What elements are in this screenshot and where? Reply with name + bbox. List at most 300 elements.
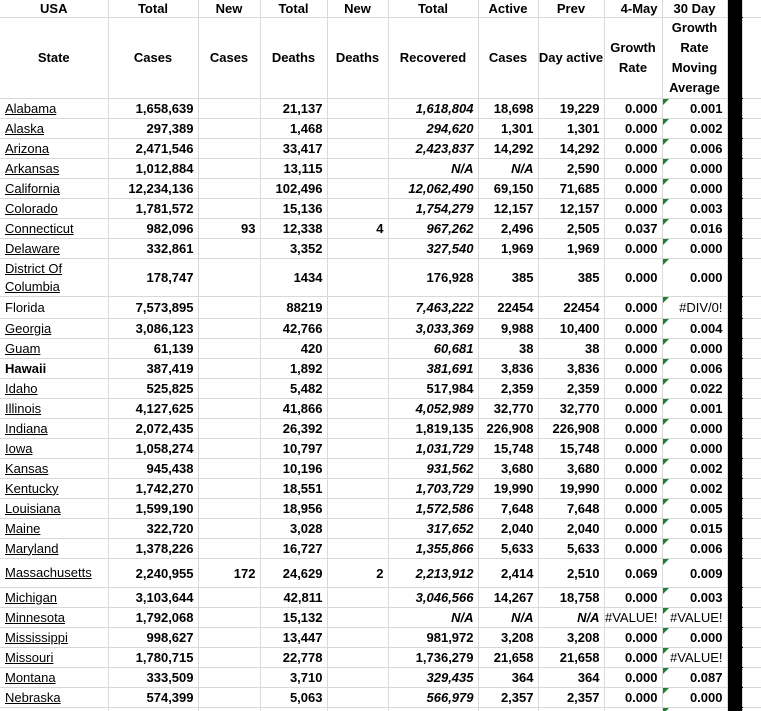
cell-new-deaths[interactable]: [327, 399, 388, 419]
cell-new-cases[interactable]: [198, 319, 260, 339]
cell-prev-day-active[interactable]: 364: [538, 668, 604, 688]
cell-total-cases[interactable]: 2,240,955: [108, 559, 198, 588]
cell-total-recovered[interactable]: 1,819,135: [388, 419, 478, 439]
header-prev-day-active-r1[interactable]: Prev: [538, 0, 604, 18]
cell-growth-rate[interactable]: 0.000: [604, 419, 662, 439]
cell-new-cases[interactable]: [198, 99, 260, 119]
cell-total-cases[interactable]: 3,086,123: [108, 319, 198, 339]
cell-active-cases[interactable]: 3,680: [478, 459, 538, 479]
cell-active-cases[interactable]: 3,836: [478, 359, 538, 379]
cell-total-deaths[interactable]: 5,482: [260, 379, 327, 399]
cell-growth-rate[interactable]: 0.000: [604, 179, 662, 199]
cell-growth-rate[interactable]: 0.000: [604, 439, 662, 459]
cell-growth-rate-moving-average[interactable]: 0.000: [662, 628, 727, 648]
cell-growth-rate[interactable]: 0.000: [604, 319, 662, 339]
cell-active-cases[interactable]: 1,301: [478, 119, 538, 139]
cell-prev-day-active[interactable]: 32,770: [538, 399, 604, 419]
cell-prev-day-active[interactable]: 3,680: [538, 459, 604, 479]
cell-total-recovered[interactable]: [388, 708, 478, 711]
cell-growth-rate-moving-average[interactable]: 0.000: [662, 259, 727, 297]
cell-active-cases[interactable]: 19,990: [478, 479, 538, 499]
cell-active-cases[interactable]: 3,208: [478, 628, 538, 648]
cell-growth-rate[interactable]: 0.000: [604, 499, 662, 519]
cell-total-cases[interactable]: 1,781,572: [108, 199, 198, 219]
cell-new-deaths[interactable]: [327, 259, 388, 297]
cell-total-recovered[interactable]: 3,033,369: [388, 319, 478, 339]
cell-state[interactable]: [0, 688, 108, 708]
empty-cell[interactable]: [742, 339, 761, 359]
cell-prev-day-active[interactable]: 226,908: [538, 419, 604, 439]
cell-state[interactable]: [0, 139, 108, 159]
cell-growth-rate[interactable]: 0.000: [604, 139, 662, 159]
cell-active-cases[interactable]: 9,988: [478, 319, 538, 339]
cell-total-cases[interactable]: 4,127,625: [108, 399, 198, 419]
header-total-cases-r1[interactable]: Total: [108, 0, 198, 18]
cell-total-cases[interactable]: 297,389: [108, 119, 198, 139]
cell-active-cases[interactable]: 14,267: [478, 588, 538, 608]
cell-growth-rate-moving-average[interactable]: [662, 708, 727, 711]
cell-prev-day-active[interactable]: 38: [538, 339, 604, 359]
cell-prev-day-active[interactable]: N/A: [538, 608, 604, 628]
cell-new-cases[interactable]: [198, 668, 260, 688]
cell-state[interactable]: [0, 628, 108, 648]
empty-cell[interactable]: [742, 419, 761, 439]
cell-total-recovered[interactable]: N/A: [388, 159, 478, 179]
cell-new-deaths[interactable]: [327, 628, 388, 648]
cell-total-cases[interactable]: 1,658,639: [108, 99, 198, 119]
cell-new-deaths[interactable]: [327, 159, 388, 179]
cell-active-cases[interactable]: 18,698: [478, 99, 538, 119]
cell-growth-rate-moving-average[interactable]: 0.000: [662, 239, 727, 259]
cell-total-recovered[interactable]: 12,062,490: [388, 179, 478, 199]
cell-total-recovered[interactable]: 327,540: [388, 239, 478, 259]
cell-state[interactable]: [0, 99, 108, 119]
cell-total-deaths[interactable]: 24,629: [260, 559, 327, 588]
header-total-cases-r2[interactable]: Cases: [108, 18, 198, 99]
cell-total-deaths[interactable]: 10,196: [260, 459, 327, 479]
header-prev-day-active-r2[interactable]: Day active: [538, 18, 604, 99]
cell-growth-rate[interactable]: 0.000: [604, 297, 662, 319]
cell-growth-rate-moving-average[interactable]: 0.006: [662, 539, 727, 559]
cell-active-cases[interactable]: 14,292: [478, 139, 538, 159]
cell-prev-day-active[interactable]: 2,040: [538, 519, 604, 539]
cell-total-deaths[interactable]: 26,392: [260, 419, 327, 439]
cell-new-cases[interactable]: [198, 297, 260, 319]
cell-growth-rate-moving-average[interactable]: 0.015: [662, 519, 727, 539]
empty-cell[interactable]: [742, 668, 761, 688]
header-growth-rate-r2[interactable]: Growth Rate: [604, 18, 662, 99]
empty-cell[interactable]: [742, 119, 761, 139]
cell-prev-day-active[interactable]: 19,229: [538, 99, 604, 119]
cell-new-deaths[interactable]: [327, 459, 388, 479]
cell-total-recovered[interactable]: 3,046,566: [388, 588, 478, 608]
cell-growth-rate-moving-average[interactable]: 0.003: [662, 199, 727, 219]
cell-new-cases[interactable]: [198, 419, 260, 439]
cell-total-deaths[interactable]: 18,956: [260, 499, 327, 519]
cell-state[interactable]: [0, 297, 108, 319]
empty-cell[interactable]: [742, 199, 761, 219]
cell-prev-day-active[interactable]: 5,633: [538, 539, 604, 559]
cell-prev-day-active[interactable]: 2,590: [538, 159, 604, 179]
cell-growth-rate-moving-average[interactable]: 0.002: [662, 459, 727, 479]
cell-total-recovered[interactable]: 176,928: [388, 259, 478, 297]
cell-prev-day-active[interactable]: 1,969: [538, 239, 604, 259]
cell-new-cases[interactable]: [198, 139, 260, 159]
cell-state[interactable]: [0, 648, 108, 668]
cell-growth-rate[interactable]: 0.000: [604, 359, 662, 379]
cell-total-recovered[interactable]: 317,652: [388, 519, 478, 539]
header-new-cases-r2[interactable]: Cases: [198, 18, 260, 99]
cell-total-cases[interactable]: 945,438: [108, 459, 198, 479]
cell-total-deaths[interactable]: 1,468: [260, 119, 327, 139]
cell-growth-rate-moving-average[interactable]: 0.005: [662, 499, 727, 519]
cell-new-cases[interactable]: [198, 439, 260, 459]
empty-cell[interactable]: [742, 519, 761, 539]
cell-active-cases[interactable]: 226,908: [478, 419, 538, 439]
cell-prev-day-active[interactable]: 71,685: [538, 179, 604, 199]
cell-state[interactable]: [0, 219, 108, 239]
cell-growth-rate-moving-average[interactable]: 0.000: [662, 159, 727, 179]
cell-growth-rate[interactable]: 0.037: [604, 219, 662, 239]
cell-growth-rate[interactable]: #VALUE!: [604, 608, 662, 628]
cell-total-deaths[interactable]: 3,028: [260, 519, 327, 539]
empty-cell[interactable]: [742, 319, 761, 339]
cell-prev-day-active[interactable]: 1,301: [538, 119, 604, 139]
cell-total-deaths[interactable]: 42,811: [260, 588, 327, 608]
cell-new-deaths[interactable]: [327, 119, 388, 139]
cell-growth-rate[interactable]: 0.000: [604, 519, 662, 539]
cell-growth-rate[interactable]: 0.000: [604, 648, 662, 668]
cell-total-deaths[interactable]: 13,447: [260, 628, 327, 648]
empty-cell[interactable]: [742, 259, 761, 297]
cell-new-deaths[interactable]: [327, 688, 388, 708]
cell-growth-rate[interactable]: 0.000: [604, 159, 662, 179]
cell-total-recovered[interactable]: 2,423,837: [388, 139, 478, 159]
cell-growth-rate-moving-average[interactable]: 0.000: [662, 439, 727, 459]
cell-active-cases[interactable]: 364: [478, 668, 538, 688]
cell-total-recovered[interactable]: 1,572,586: [388, 499, 478, 519]
cell-total-cases[interactable]: 332,861: [108, 239, 198, 259]
cell-total-cases[interactable]: 387,419: [108, 359, 198, 379]
cell-active-cases[interactable]: 2,359: [478, 379, 538, 399]
cell-total-deaths[interactable]: 33,417: [260, 139, 327, 159]
cell-growth-rate-moving-average[interactable]: 0.016: [662, 219, 727, 239]
cell-active-cases[interactable]: 32,770: [478, 399, 538, 419]
empty-cell[interactable]: [742, 219, 761, 239]
cell-prev-day-active[interactable]: 2,510: [538, 559, 604, 588]
cell-state[interactable]: [0, 119, 108, 139]
empty-cell[interactable]: [742, 159, 761, 179]
cell-prev-day-active[interactable]: 3,836: [538, 359, 604, 379]
cell-state[interactable]: [0, 179, 108, 199]
cell-growth-rate-moving-average[interactable]: 0.002: [662, 479, 727, 499]
cell-total-recovered[interactable]: 931,562: [388, 459, 478, 479]
cell-growth-rate[interactable]: 0.000: [604, 399, 662, 419]
cell-new-deaths[interactable]: 2: [327, 559, 388, 588]
empty-cell[interactable]: [742, 628, 761, 648]
cell-new-deaths[interactable]: [327, 179, 388, 199]
cell-new-cases[interactable]: 172: [198, 559, 260, 588]
cell-growth-rate-moving-average[interactable]: 0.001: [662, 399, 727, 419]
cell-new-deaths[interactable]: [327, 588, 388, 608]
cell-total-recovered[interactable]: N/A: [388, 608, 478, 628]
cell-growth-rate-moving-average[interactable]: 0.000: [662, 688, 727, 708]
cell-new-cases[interactable]: [198, 708, 260, 711]
cell-total-cases[interactable]: 1,012,884: [108, 159, 198, 179]
cell-growth-rate-moving-average[interactable]: #VALUE!: [662, 648, 727, 668]
header-total-recovered-r2[interactable]: Recovered: [388, 18, 478, 99]
cell-new-deaths[interactable]: [327, 239, 388, 259]
cell-total-cases[interactable]: 982,096: [108, 219, 198, 239]
cell-active-cases[interactable]: [478, 708, 538, 711]
header-total-deaths-r1[interactable]: Total: [260, 0, 327, 18]
cell-state[interactable]: [0, 379, 108, 399]
cell-active-cases[interactable]: 21,658: [478, 648, 538, 668]
cell-prev-day-active[interactable]: 18,758: [538, 588, 604, 608]
header-growth-rate-r1[interactable]: 4-May: [604, 0, 662, 18]
cell-active-cases[interactable]: 5,633: [478, 539, 538, 559]
cell-total-deaths[interactable]: 21,137: [260, 99, 327, 119]
cell-new-deaths[interactable]: [327, 648, 388, 668]
empty-cell[interactable]: [742, 99, 761, 119]
cell-growth-rate[interactable]: 0.000: [604, 459, 662, 479]
cell-new-deaths[interactable]: [327, 379, 388, 399]
cell-total-deaths[interactable]: [260, 708, 327, 711]
cell-prev-day-active[interactable]: 19,990: [538, 479, 604, 499]
cell-total-recovered[interactable]: 1,703,729: [388, 479, 478, 499]
cell-total-recovered[interactable]: 294,620: [388, 119, 478, 139]
empty-cell[interactable]: [742, 439, 761, 459]
cell-state[interactable]: [0, 559, 108, 588]
empty-cell[interactable]: [742, 688, 761, 708]
header-active-cases-r1[interactable]: Active: [478, 0, 538, 18]
cell-growth-rate-moving-average[interactable]: 0.000: [662, 179, 727, 199]
cell-new-cases[interactable]: [198, 119, 260, 139]
cell-new-cases[interactable]: [198, 688, 260, 708]
cell-total-recovered[interactable]: 1,031,729: [388, 439, 478, 459]
cell-total-deaths[interactable]: 10,797: [260, 439, 327, 459]
cell-new-cases[interactable]: [198, 459, 260, 479]
cell-growth-rate[interactable]: 0.000: [604, 99, 662, 119]
cell-state[interactable]: [0, 259, 108, 297]
cell-active-cases[interactable]: 38: [478, 339, 538, 359]
header-total-deaths-r2[interactable]: Deaths: [260, 18, 327, 99]
cell-total-recovered[interactable]: 381,691: [388, 359, 478, 379]
cell-total-deaths[interactable]: 3,710: [260, 668, 327, 688]
cell-prev-day-active[interactable]: 2,505: [538, 219, 604, 239]
cell-growth-rate[interactable]: 0.000: [604, 239, 662, 259]
cell-new-cases[interactable]: [198, 259, 260, 297]
cell-growth-rate[interactable]: 0.000: [604, 588, 662, 608]
empty-cell[interactable]: [742, 539, 761, 559]
empty-cell[interactable]: [742, 297, 761, 319]
cell-new-deaths[interactable]: [327, 479, 388, 499]
cell-total-deaths[interactable]: 41,866: [260, 399, 327, 419]
cell-total-cases[interactable]: 3,103,644: [108, 588, 198, 608]
cell-growth-rate-moving-average[interactable]: 0.087: [662, 668, 727, 688]
cell-prev-day-active[interactable]: 15,748: [538, 439, 604, 459]
cell-total-recovered[interactable]: 517,984: [388, 379, 478, 399]
cell-total-recovered[interactable]: 981,972: [388, 628, 478, 648]
cell-total-cases[interactable]: 1,742,270: [108, 479, 198, 499]
cell-prev-day-active[interactable]: [538, 708, 604, 711]
cell-state[interactable]: [0, 319, 108, 339]
cell-state[interactable]: [0, 159, 108, 179]
cell-total-cases[interactable]: 1,378,226: [108, 539, 198, 559]
cell-state[interactable]: [0, 239, 108, 259]
cell-growth-rate-moving-average[interactable]: 0.009: [662, 559, 727, 588]
cell-state[interactable]: [0, 419, 108, 439]
cell-growth-rate[interactable]: 0.000: [604, 259, 662, 297]
empty-cell[interactable]: [742, 379, 761, 399]
cell-new-cases[interactable]: [198, 159, 260, 179]
cell-new-deaths[interactable]: [327, 297, 388, 319]
cell-growth-rate[interactable]: 0.000: [604, 688, 662, 708]
empty-cell[interactable]: [742, 608, 761, 628]
header-total-recovered-r1[interactable]: Total: [388, 0, 478, 18]
cell-state[interactable]: [0, 439, 108, 459]
cell-total-cases[interactable]: 61,139: [108, 339, 198, 359]
cell-new-cases[interactable]: [198, 379, 260, 399]
empty-cell[interactable]: [742, 0, 761, 18]
cell-growth-rate[interactable]: 0.069: [604, 559, 662, 588]
cell-prev-day-active[interactable]: 10,400: [538, 319, 604, 339]
cell-active-cases[interactable]: 2,496: [478, 219, 538, 239]
cell-new-cases[interactable]: [198, 539, 260, 559]
cell-state[interactable]: [0, 608, 108, 628]
cell-total-cases[interactable]: 1,792,068: [108, 608, 198, 628]
cell-new-cases[interactable]: [198, 239, 260, 259]
cell-growth-rate[interactable]: 0.000: [604, 668, 662, 688]
cell-total-cases[interactable]: 1,780,715: [108, 648, 198, 668]
cell-new-deaths[interactable]: [327, 139, 388, 159]
cell-new-cases[interactable]: [198, 519, 260, 539]
cell-total-recovered[interactable]: 60,681: [388, 339, 478, 359]
empty-cell[interactable]: [742, 499, 761, 519]
cell-total-deaths[interactable]: 102,496: [260, 179, 327, 199]
cell-new-cases[interactable]: [198, 608, 260, 628]
cell-total-deaths[interactable]: 13,115: [260, 159, 327, 179]
cell-state[interactable]: [0, 539, 108, 559]
cell-new-deaths[interactable]: [327, 199, 388, 219]
cell-state[interactable]: [0, 668, 108, 688]
cell-new-cases[interactable]: [198, 479, 260, 499]
cell-growth-rate-moving-average[interactable]: #VALUE!: [662, 608, 727, 628]
cell-growth-rate-moving-average[interactable]: 0.002: [662, 119, 727, 139]
cell-new-deaths[interactable]: [327, 668, 388, 688]
cell-total-deaths[interactable]: 22,778: [260, 648, 327, 668]
cell-new-cases[interactable]: [198, 399, 260, 419]
cell-growth-rate[interactable]: 0.000: [604, 479, 662, 499]
cell-growth-rate-moving-average[interactable]: #DIV/0!: [662, 297, 727, 319]
header-state-r1[interactable]: USA: [0, 0, 108, 18]
cell-total-recovered[interactable]: 7,463,222: [388, 297, 478, 319]
cell-prev-day-active[interactable]: 7,648: [538, 499, 604, 519]
header-active-cases-r2[interactable]: Cases: [478, 18, 538, 99]
empty-cell[interactable]: [742, 459, 761, 479]
cell-total-cases[interactable]: [108, 708, 198, 711]
cell-total-recovered[interactable]: 4,052,989: [388, 399, 478, 419]
cell-active-cases[interactable]: 12,157: [478, 199, 538, 219]
empty-cell[interactable]: [742, 359, 761, 379]
cell-new-deaths[interactable]: [327, 519, 388, 539]
cell-total-recovered[interactable]: 566,979: [388, 688, 478, 708]
cell-total-cases[interactable]: 998,627: [108, 628, 198, 648]
cell-new-deaths[interactable]: [327, 419, 388, 439]
cell-total-deaths[interactable]: 1,892: [260, 359, 327, 379]
header-growth-rate-moving-average-r1[interactable]: 30 Day: [662, 0, 727, 18]
header-growth-rate-moving-average-r2[interactable]: Growth Rate Moving Average: [662, 18, 727, 99]
cell-active-cases[interactable]: N/A: [478, 608, 538, 628]
cell-total-cases[interactable]: 12,234,136: [108, 179, 198, 199]
header-new-deaths-r2[interactable]: Deaths: [327, 18, 388, 99]
header-state-r2[interactable]: State: [0, 18, 108, 99]
cell-total-deaths[interactable]: 16,727: [260, 539, 327, 559]
header-new-cases-r1[interactable]: New: [198, 0, 260, 18]
cell-new-deaths[interactable]: [327, 339, 388, 359]
empty-cell[interactable]: [742, 648, 761, 668]
cell-total-deaths[interactable]: 18,551: [260, 479, 327, 499]
cell-new-deaths[interactable]: [327, 359, 388, 379]
cell-new-cases[interactable]: [198, 339, 260, 359]
cell-total-deaths[interactable]: 3,352: [260, 239, 327, 259]
cell-new-deaths[interactable]: [327, 319, 388, 339]
cell-prev-day-active[interactable]: 385: [538, 259, 604, 297]
cell-state[interactable]: [0, 399, 108, 419]
cell-new-cases[interactable]: [198, 179, 260, 199]
cell-total-deaths[interactable]: 88219: [260, 297, 327, 319]
cell-growth-rate[interactable]: 0.000: [604, 119, 662, 139]
cell-active-cases[interactable]: 7,648: [478, 499, 538, 519]
cell-growth-rate-moving-average[interactable]: 0.006: [662, 139, 727, 159]
cell-active-cases[interactable]: N/A: [478, 159, 538, 179]
empty-cell[interactable]: [742, 179, 761, 199]
cell-total-cases[interactable]: 574,399: [108, 688, 198, 708]
cell-new-cases[interactable]: [198, 199, 260, 219]
cell-total-cases[interactable]: 178,747: [108, 259, 198, 297]
empty-cell[interactable]: [742, 18, 761, 99]
cell-new-deaths[interactable]: [327, 99, 388, 119]
cell-new-deaths[interactable]: [327, 439, 388, 459]
cell-state[interactable]: [0, 708, 108, 711]
empty-cell[interactable]: [742, 239, 761, 259]
cell-prev-day-active[interactable]: 21,658: [538, 648, 604, 668]
cell-growth-rate-moving-average[interactable]: 0.000: [662, 419, 727, 439]
cell-new-cases[interactable]: [198, 499, 260, 519]
cell-growth-rate-moving-average[interactable]: 0.003: [662, 588, 727, 608]
cell-new-cases[interactable]: [198, 628, 260, 648]
cell-total-recovered[interactable]: 2,213,912: [388, 559, 478, 588]
cell-total-cases[interactable]: 2,471,546: [108, 139, 198, 159]
cell-state[interactable]: [0, 359, 108, 379]
cell-prev-day-active[interactable]: 22454: [538, 297, 604, 319]
cell-total-cases[interactable]: 333,509: [108, 668, 198, 688]
cell-active-cases[interactable]: 1,969: [478, 239, 538, 259]
cell-prev-day-active[interactable]: 2,357: [538, 688, 604, 708]
cell-total-recovered[interactable]: 1,754,279: [388, 199, 478, 219]
empty-cell[interactable]: [742, 559, 761, 588]
cell-growth-rate[interactable]: [604, 708, 662, 711]
header-new-deaths-r1[interactable]: New: [327, 0, 388, 18]
cell-total-cases[interactable]: 2,072,435: [108, 419, 198, 439]
cell-total-cases[interactable]: 1,058,274: [108, 439, 198, 459]
empty-cell[interactable]: [742, 139, 761, 159]
cell-new-deaths[interactable]: [327, 708, 388, 711]
cell-total-cases[interactable]: 322,720: [108, 519, 198, 539]
cell-growth-rate-moving-average[interactable]: 0.022: [662, 379, 727, 399]
cell-growth-rate[interactable]: 0.000: [604, 628, 662, 648]
cell-total-recovered[interactable]: 1,355,866: [388, 539, 478, 559]
